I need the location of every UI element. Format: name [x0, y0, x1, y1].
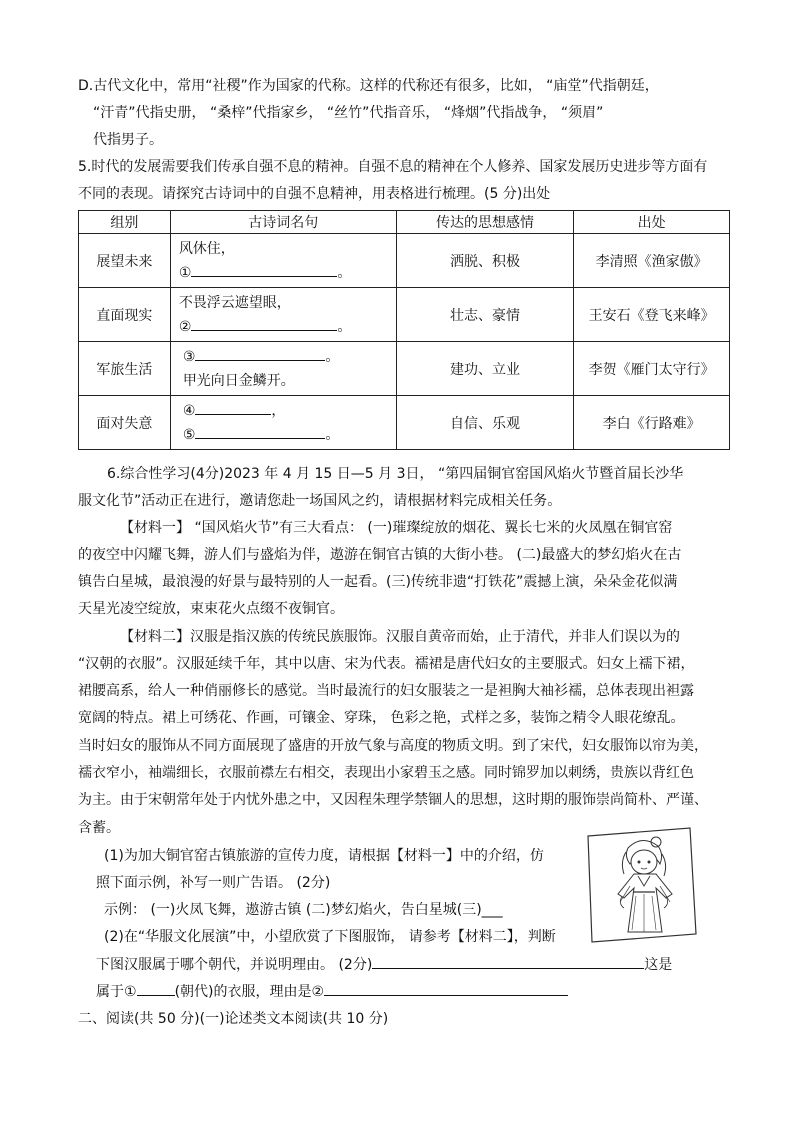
sub2-line2 — [96, 954, 672, 975]
group-cell: 展望未来 — [79, 234, 171, 288]
poem-cell — [170, 396, 396, 450]
material2-line2: “汉朝的衣服”。汉服延续千年，其中以唐、宋为代表。襦裙是唐代妇女的主要服式。妇女上襦下裙， — [78, 656, 695, 672]
source-cell: 李白《行路难》 — [574, 396, 730, 450]
feeling-cell: 自信、乐观 — [396, 396, 574, 450]
group-cell: 面对失意 — [79, 396, 171, 450]
source-cell: 李清照《渔家傲》 — [574, 234, 730, 288]
punct: 。 — [325, 348, 340, 365]
answer-blank-3[interactable] — [195, 346, 325, 361]
poetry-table — [78, 210, 730, 450]
sub1-example: 示例： (一)火凤飞舞，遨游古镇 (二)梦幻焰火，告白星城(三)___ — [104, 902, 503, 918]
feeling-cell: 洒脱、积极 — [396, 234, 574, 288]
sub2-line2-end: 这是 — [644, 957, 673, 973]
poem-blank-line[interactable] — [183, 345, 396, 369]
item-d-line1: D.古代文化中，常用“社稷”作为国家的代称。这样的代称还有很多，比如， “庙堂”代指朝廷， — [78, 78, 659, 94]
q5-line2: 不同的表现。请探究古诗词中的自强不息精神，用表格进行梳理。(5 分)出处 — [78, 186, 551, 202]
material2-line4: 宽阔的特点。裙上可绣花、作画，可镶金、穿珠， 色彩之艳，式样之多，装饰之精令人眼花缭乱。 — [78, 710, 685, 726]
poem-line: 甲光向日金鳞开。 — [182, 372, 295, 389]
material1-line2: 的夜空中闪耀飞舞，游人们与盛焰为伴，遨游在铜官古镇的大街小巷。 (二)最盛大的梦幻焰火在古 — [78, 547, 682, 563]
sub2-line3-reason: (朝代)的衣服，理由是② — [174, 984, 325, 1000]
poem-cell — [170, 234, 396, 288]
hanfu-girl-icon — [586, 826, 698, 944]
material1-line4: 天星光凌空绽放，束束花火点缀不夜铜官。 — [78, 601, 344, 617]
q6-line1: 6.综合性学习(4分)2023 年 4 月 15 日—5 月 3日， “第四届铜官窑国风焰火节暨首届长沙华 — [107, 466, 684, 482]
q5-line1: 5.时代的发展需要我们传承自强不息的精神。自强不息的精神在个人修养、国家发展历史进步等方面有 — [78, 159, 708, 175]
hanfu-illustration — [586, 826, 698, 944]
poem-blank-line[interactable] — [183, 423, 396, 447]
table-row — [79, 342, 730, 396]
poem-blank-line[interactable] — [179, 261, 396, 285]
item-d-line3: 代指男子。 — [93, 132, 163, 148]
answer-blank-2[interactable] — [191, 316, 337, 331]
poem-cell — [170, 342, 396, 396]
material2-line3: 裙腰高系，给人一种俏丽修长的感觉。当时最流行的妇女服装之一是袒胸大袖衫襦，总体表现出袒露 — [78, 683, 694, 699]
material2-line7: 为主。由于宋朝常年处于内忧外患之中，又因程朱理学禁锢人的思想，这时期的服饰崇尚简朴、严谨、 — [78, 792, 708, 808]
punct: 。 — [325, 426, 340, 443]
answer-blank-1[interactable] — [191, 262, 337, 277]
q6-line2: 服文化节”活动正在进行，邀请您赴一场国风之约，请根据材料完成相关任务。 — [78, 493, 562, 509]
poem-blank-line[interactable] — [183, 399, 396, 423]
sub2-line2-text: 下图汉服属于哪个朝代，并说明理由。 (2分) — [96, 957, 373, 973]
feeling-cell: 建功、立业 — [396, 342, 574, 396]
blank-mark: ① — [178, 264, 192, 281]
sub1-line1: (1)为加大铜官窑古镇旅游的宣传力度，请根据【材料一】中的介绍，仿 — [104, 848, 544, 864]
feeling-cell: 壮志、豪情 — [396, 288, 574, 342]
blank-mark: ② — [178, 318, 192, 335]
table-header: 古诗词名句 — [170, 211, 396, 234]
punct: 。 — [337, 264, 352, 281]
table-header-row — [79, 211, 730, 234]
material1-line3: 镇告白星城，最浪漫的好景与最特别的人一起看。(三)传统非遗“打铁花”震撼上演，朵朵金花似满 — [78, 574, 678, 590]
material2-line1: 【材料二】汉服是指汉族的传统民族服饰。汉服自黄帝而始，止于清代，并非人们误以为的 — [120, 629, 680, 645]
table-row — [79, 234, 730, 288]
answer-blank-reason[interactable] — [324, 981, 568, 996]
sub1-line2: 照下面示例，补写一则广告语。 (2分) — [96, 875, 331, 891]
source-cell: 王安石《登飞来峰》 — [574, 288, 730, 342]
table-row — [79, 288, 730, 342]
group-cell: 军旅生活 — [79, 342, 171, 396]
material2-line6: 襦衣窄小，袖端细长，衣服前襟左右相交，表现出小家碧玉之感。同时锦罗加以刺绣，贵族以背红色 — [78, 765, 694, 781]
answer-blank-4[interactable] — [195, 400, 271, 415]
sub2-line3-text: 属于① — [96, 984, 137, 1000]
material1-line1: 【材料一】 “国风焰火节”有三大看点： (一)璀璨绽放的烟花、翼长七米的火凤凰在铜官窑 — [120, 520, 673, 536]
section2-title: 二、阅读(共 50 分)(一)论述类文本阅读(共 10 分) — [78, 1011, 389, 1027]
group-cell: 直面现实 — [79, 288, 171, 342]
sub2-line1: (2)在“华服文化展演”中，小望欣赏了下图服饰， 请参考【材料二】，判断 — [104, 929, 556, 945]
blank-mark: ③ — [182, 348, 196, 365]
answer-blank-5[interactable] — [195, 424, 325, 439]
table-header: 出处 — [574, 211, 730, 234]
table-header: 组别 — [79, 211, 171, 234]
material2-line5: 当时妇女的服饰从不同方面展现了盛唐的开放气象与高度的物质文明。到了宋代，妇女服饰以帘为美， — [78, 738, 708, 754]
poem-line: 风休住， — [178, 240, 235, 257]
table-row — [79, 396, 730, 450]
sub2-line3 — [96, 981, 568, 1002]
table-header: 传达的思想感情 — [396, 211, 574, 234]
blank-mark: ⑤ — [182, 426, 196, 443]
answer-blank-dynasty-full[interactable] — [372, 954, 644, 969]
punct: 。 — [337, 318, 352, 335]
source-cell: 李贺《雁门太守行》 — [574, 342, 730, 396]
material2-line8: 含蓄。 — [78, 820, 120, 836]
blank-mark: ④ — [182, 402, 196, 419]
answer-blank-dynasty[interactable] — [137, 981, 175, 996]
item-d-line2: “汗青”代指史册， “桑梓”代指家乡， “丝竹”代指音乐， “烽烟”代指战争， “须眉” — [93, 105, 604, 121]
punct: ， — [271, 402, 286, 419]
poem-blank-line[interactable] — [179, 315, 396, 339]
poem-line: 不畏浮云遮望眼， — [178, 294, 291, 311]
poem-cell — [170, 288, 396, 342]
